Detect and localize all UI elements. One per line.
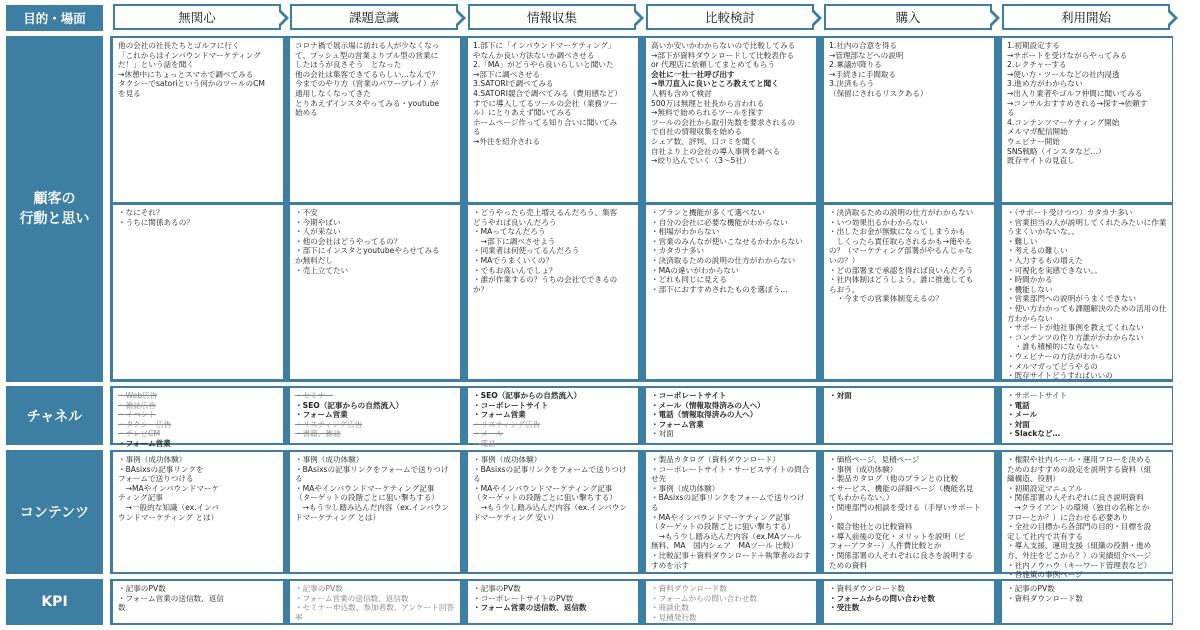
stage-arrow-icon <box>280 9 289 27</box>
contents-line: （ターゲットの段階ごとに狙い撃ちする） <box>295 493 439 503</box>
thoughts-line: ・売上立てたい <box>295 265 349 275</box>
channels-line: ・フォーム営業 <box>651 419 704 429</box>
contents-line: ・比較記事＋資料ダウンロード＋執筆者のおす <box>651 550 811 560</box>
thoughts-line: ・メルマガってどうやるの <box>1007 361 1098 371</box>
channels-line: ・リスティング広告 <box>473 419 541 429</box>
thoughts-cell <box>290 205 460 379</box>
contents-line: →一般的な知識（ex.インバ <box>118 502 219 512</box>
thoughts-line: ・相場がわからない <box>651 227 720 237</box>
thoughts-line: ・決済取るための説明の仕方がわからない <box>651 255 796 265</box>
actions-line: 他の会社は集客できてるらしい…なんで？ <box>295 69 440 79</box>
thoughts-line: いの？） <box>829 255 860 265</box>
channels-line: ・電話 <box>1007 400 1030 410</box>
thoughts-line: ・カタカナ多い <box>651 246 705 256</box>
kpis-line: ・資料ダウンロード数 <box>829 584 905 593</box>
actions-line: 自社より上の会社の導入事例を調べる <box>651 146 781 156</box>
kpis-cell <box>824 581 994 623</box>
thoughts-line: ・不安 <box>295 208 318 217</box>
contents-cell <box>468 452 638 572</box>
thoughts-line: ・なにそれ？ <box>118 208 164 217</box>
actions-line: →外注を紹介される <box>473 136 541 146</box>
channels-line: ・SEO（記事からの自然流入） <box>295 400 404 410</box>
thoughts-line: ・人が来ない <box>295 227 341 237</box>
contents-line: ・MAやインバウンドマーケティング記事 <box>651 512 791 522</box>
contents-line: る <box>473 474 481 484</box>
actions-line: 人柄も含めて検討 <box>651 88 712 98</box>
contents-line: ・MAやインバウンドマーケティング記事 <box>295 483 435 493</box>
thoughts-line: ・可視化を実感できない。。 <box>1007 265 1102 275</box>
channels-cell <box>468 388 638 448</box>
thoughts-line: ・MAってなんだろう <box>473 227 546 237</box>
row-label-channel <box>6 386 103 445</box>
kpis-line: ・フォームからの問い合わせ数 <box>651 593 757 603</box>
actions-line: →サポートを受けながらやってみる <box>1007 50 1128 60</box>
actions-line: 500万は無理と社長から言われる <box>651 98 765 108</box>
kpis-line: ・資料ダウンロード数 <box>1007 593 1083 603</box>
actions-cell <box>113 38 283 202</box>
row-label-purpose-text: 目的・場面 <box>23 11 86 26</box>
thoughts-cell <box>1002 205 1172 379</box>
actions-line: メルマガ配信開始 <box>1007 127 1068 137</box>
actions-line: （保留にされるリスクある） <box>829 88 928 98</box>
actions-line: →出入り業者やゴルフ仲間に聞いてみる <box>1007 88 1143 98</box>
contents-line: ・サービス、機能の詳細ページ（機能名見 <box>829 483 974 493</box>
actions-line: 今までのやり方（営業のパワープレイ）が <box>295 79 439 89</box>
contents-line: →クライアントの環境（独自の名称とか <box>1007 502 1150 512</box>
channels-line: ・フォーム営業 <box>295 410 348 420</box>
contents-line: ・BAsixsの記事リンクをフォームで送りつけ <box>473 464 627 474</box>
stage-header <box>1002 4 1170 30</box>
contents-line: ・MAやインバウンドマーケティング記事 <box>473 483 613 493</box>
channels-line: ・フォーム営業 <box>118 438 171 448</box>
actions-line: →手続きに手間取る <box>829 69 897 79</box>
row-label-content <box>6 450 103 574</box>
thoughts-line: ・（サポート受けつつ）カタカナ多い <box>1007 208 1133 217</box>
contents-cell <box>646 452 816 572</box>
actions-line: したほうが良さそう となった <box>295 60 402 70</box>
contents-cell <box>113 452 283 572</box>
kpis-line: ・見積発行数 <box>651 612 697 622</box>
actions-line: シェア数、評判、口コミを聞く <box>651 136 758 146</box>
row-label-behavior-line1: 顧客の <box>33 191 76 207</box>
contents-line: ためのおすすめの設定を説明する資料（組 <box>1007 464 1152 474</box>
thoughts-line: ・考えるの難しい <box>1007 246 1068 256</box>
contents-line: ・初期設定マニュアル <box>1007 483 1083 493</box>
row-label-kpi <box>6 579 103 625</box>
row-label-kpi-text: KPI <box>41 594 68 610</box>
channels-line: ・Slackなど… <box>1007 429 1061 439</box>
contents-line: ・BAsixsの記事リンクをフォームで送りつけ <box>295 464 449 474</box>
contents-line: フォームで送りつける <box>118 474 194 484</box>
channels-line: ・電話 <box>473 438 496 448</box>
thoughts-line: ・誰が作業するの？うちの会社でできるの <box>473 275 618 285</box>
contents-line: せ先 <box>651 474 667 484</box>
contents-line: すめを示す <box>651 560 689 570</box>
actions-line: →単刀直入に良いところ教えてと聞く <box>651 79 779 89</box>
kpis-cell <box>646 581 816 623</box>
contents-line: ・関係部署の人それぞれに良さを説明する <box>829 550 974 560</box>
stage-name: 購入 <box>895 10 921 25</box>
contents-line: ・事例（成功体験） <box>829 464 898 474</box>
thoughts-cell <box>646 205 816 379</box>
actions-line: or 代理店に依頼してまとめてもらう <box>651 60 776 70</box>
contents-line: ・各施策の事例ページ <box>1007 570 1083 580</box>
kpis-cell <box>290 581 460 623</box>
thoughts-line: ・部下にインスタとyoutubeやらせてみる <box>295 246 440 256</box>
actions-cell <box>290 38 460 202</box>
actions-line: 高いか安いかわからないので比較してみる <box>651 41 796 50</box>
contents-line: ・権限や社内ルール・運用フローを決める <box>1007 455 1152 464</box>
thoughts-line: ・コンテンツの作り方誰がかわからない <box>1007 332 1144 342</box>
channels-line: ・対面 <box>651 429 674 439</box>
thoughts-line: ・プランと機能が多くて選べない <box>651 208 765 217</box>
channels-line: ・電話（情報取得済みの人へ） <box>651 410 758 420</box>
contents-line: る <box>295 474 303 484</box>
thoughts-line: か無料だし <box>295 255 333 265</box>
contents-line: 定して社内で共有する <box>1007 531 1083 541</box>
kpis-line: ・セミナー申込数、参加者数、アンケート回答率 <box>295 603 455 622</box>
actions-line: 3.進め方がわからない <box>1007 79 1083 89</box>
actions-line: 4.SATORI競合で調べてみる（費用感など） <box>473 88 622 98</box>
kpis-line: ・フォームからの問い合わせ数 <box>829 593 935 603</box>
kpis-cell <box>468 581 638 623</box>
channels-line: ・フォーム営業 <box>473 410 526 420</box>
actions-line: を見る <box>118 88 141 98</box>
contents-line: ドマーケティング とは） <box>295 512 381 522</box>
thoughts-line: ・うちに関係あるの？ <box>118 217 194 227</box>
channels-line: ・セミナー <box>295 391 333 400</box>
actions-line: 2.レクチャーする <box>1007 60 1067 70</box>
thoughts-line: うまくいかないな。。 <box>1007 227 1080 237</box>
stage-arrow-icon <box>813 9 822 27</box>
kpis-line: ・記事のPV数 <box>473 584 521 593</box>
channels-line: ・SEO（記事からの自然流入） <box>473 391 582 400</box>
contents-line: ・社内ノウハウ（キーワード管理表など） <box>1007 560 1152 570</box>
contents-line: 無料、MA 国内シェア MAツール 比較） <box>651 541 799 551</box>
actions-line: 1.社内の合意を得る <box>829 41 897 50</box>
stage-arrow-icon <box>991 9 1000 27</box>
actions-line: 既存サイトの見直し <box>1007 156 1075 166</box>
contents-line: →もう少し踏み込んだ内容（ex.MAツール <box>651 531 802 541</box>
thoughts-line: ・どの部署まで承認を得れば良いんだろう <box>829 265 974 275</box>
channels-line: ・タクシー広告 <box>118 419 172 429</box>
thoughts-line: ・使い方わかっても課題解決のための活用の仕 <box>1007 303 1167 313</box>
actions-line: 2.「MA」がどうやら良いらしいと聞いた <box>473 60 614 70</box>
actions-cell <box>468 38 638 202</box>
stage-header <box>824 4 992 30</box>
thoughts-line: ・営業部門への説明がうまくできない <box>1007 294 1137 304</box>
actions-line: →無料で始められるツールを探す <box>651 108 764 118</box>
channels-line: ・サポートサイト <box>1007 391 1068 400</box>
contents-line: ・BAsixsの記事リンクをフォームで送りつける <box>651 493 805 512</box>
actions-line: →管理部などへの説明 <box>829 50 904 60</box>
contents-line: ・関係部署の人それぞれに良さ説明資料 <box>1007 493 1144 503</box>
actions-line: 「これからはインバウンドマーケティング <box>118 50 261 60</box>
contents-line: 織構造、役割） <box>1007 474 1061 484</box>
actions-line: 3.決済もらう <box>829 79 875 89</box>
stage-arrow-icon <box>635 9 644 27</box>
channels-cell <box>1002 388 1172 443</box>
kpis-line: ・記事のPV数 <box>118 584 166 593</box>
kpis-cell <box>113 581 283 623</box>
contents-line: ・事例（成功体験） <box>118 455 187 464</box>
contents-line: ・導入前後の変化・メリットを説明（ビ <box>829 531 966 541</box>
channels-line: ・対面 <box>1007 419 1030 429</box>
contents-line: ） <box>829 512 837 522</box>
kpis-line: ・記事のPV数 <box>1007 584 1055 593</box>
actions-cell <box>646 38 816 202</box>
contents-line: フォーアフター）人件費比較とか <box>829 541 942 551</box>
contents-line: てもわからない。） <box>829 493 894 503</box>
contents-cell <box>290 452 460 572</box>
actions-line: SNS戦略（インスタなど…） <box>1007 146 1106 156</box>
contents-line: ・導入支援、運用支援（組織の役割・進め <box>1007 541 1152 551</box>
actions-line: コロナ禍で展示場に訪れる人が少なくなっ <box>295 41 440 50</box>
contents-line: ウンドマーケティング とは） <box>118 512 219 522</box>
row-label-behavior-line2: 行動と思い <box>19 211 90 227</box>
contents-line: ・事例（成功体験） <box>295 455 364 464</box>
actions-line: 会社に一社一社呼び出す <box>651 69 735 79</box>
actions-line: →使い方・ツールなどの社内浸透 <box>1007 69 1120 79</box>
thoughts-line: ・難しい <box>1007 236 1038 246</box>
actions-line: ホームページ作ってる知り合いに聞いてみ <box>473 117 618 127</box>
thoughts-cell <box>113 205 283 379</box>
contents-cell <box>1002 452 1172 580</box>
stage-name: 比較検討 <box>704 10 755 25</box>
actions-line: →部下が資料ダウンロードして比較表作る <box>651 50 795 60</box>
thoughts-line: ・時間かかる <box>1007 275 1053 285</box>
channels-line: ・コーポレートサイト <box>651 391 727 400</box>
kpis-line: ・受注数 <box>829 603 860 613</box>
channels-line: ・Web広告 <box>118 391 158 400</box>
contents-line: （ターゲットの段階ごとに狙い撃ちする） <box>651 522 795 532</box>
contents-line: ・競合他社との比較資料 <box>829 522 913 532</box>
thoughts-line: ・機能しない <box>1007 284 1053 294</box>
actions-line: ル）にとりあえず聞いてみる <box>473 108 572 118</box>
stage-header <box>468 4 636 30</box>
actions-line: 2.稟議が降りる <box>829 60 882 70</box>
thoughts-line: ・既存サイトどうすればいいの <box>1007 371 1113 381</box>
thoughts-line: ・今までの営業体制変えるの？ <box>829 294 943 304</box>
thoughts-line: ・でもお高いんでしょ？ <box>473 265 557 275</box>
channels-line: ・メール <box>473 429 504 439</box>
channels-cell <box>824 388 994 443</box>
channels-line: ・書籍、雑誌 <box>295 429 341 439</box>
actions-line: すでに導入してるツールの会社（業務ツー <box>473 98 618 108</box>
thoughts-line: ・MAでうまくいくの？ <box>473 255 554 265</box>
thoughts-line: の？（マーケティング部署がやるんじゃな <box>829 246 973 256</box>
kpis-cell <box>1002 581 1172 623</box>
contents-line: ・全社の目標から各部門の目的・目標を設 <box>1007 522 1152 532</box>
channels-cell <box>113 388 283 448</box>
actions-cell <box>824 38 994 202</box>
actions-line: 1.初期設定する <box>1007 41 1060 50</box>
thoughts-line: ・他の会社はどうやってるの？ <box>295 236 402 246</box>
thoughts-line: ・いつ効果出るかわからない <box>829 217 928 227</box>
channels-line: ・メール（情報取得済みの人へ） <box>651 400 765 410</box>
kpis-line: ・商談化数 <box>651 603 689 613</box>
actions-line: だ！」という話を聞く <box>118 60 194 70</box>
channels-line: ・リスティング広告 <box>295 419 363 429</box>
thoughts-line: ・今期やばい <box>295 217 341 227</box>
actions-line: る <box>1007 108 1015 118</box>
actions-line: →コンサルおすすめされる→探す→依頼す <box>1007 98 1148 108</box>
thoughts-line: ・自分の会社に必要な機能がわからない <box>651 217 788 227</box>
contents-line: ための資料 <box>829 560 867 570</box>
thoughts-cell <box>468 205 638 379</box>
thoughts-line: ・決済取るための説明の仕方がわからない <box>829 208 974 217</box>
thoughts-line: ・どうやったら売上増えるんだろう、集客 <box>473 208 618 217</box>
actions-line: 通用しなくなってきた <box>295 88 371 98</box>
actions-line: →部下に調べさせる <box>473 69 541 79</box>
actions-line: 他の会社の社長たちとゴルフに行く <box>118 41 240 50</box>
stage-header <box>646 4 814 30</box>
row-label-channel-text: チャネル <box>26 408 83 425</box>
channels-cell <box>290 388 460 443</box>
thoughts-line: ・どれも同じに見える <box>651 275 727 285</box>
contents-line: ・関連部門の相談を受ける（手厚いサポート <box>829 502 981 512</box>
channels-line: ・テレビCM <box>118 429 161 439</box>
actions-line: ウェビナー開始 <box>1007 136 1060 146</box>
thoughts-line: ・ウェビナーの方法がわからない <box>1007 351 1121 361</box>
actions-line: で自社の情報収集を始める <box>651 127 743 137</box>
stage-name: 情報収集 <box>526 10 577 25</box>
thoughts-line: どうやれば良いんだろう <box>473 217 557 227</box>
thoughts-line: ・サポートが他社事例を教えてくれない <box>1007 323 1144 333</box>
contents-line: ・コーポレートサイト・サービスサイトの問合 <box>651 464 810 474</box>
contents-line: ドマーケティング 安い） <box>473 512 559 522</box>
contents-line: （ターゲットの段階ごとに狙い撃ちする） <box>473 493 617 503</box>
kpis-line: ・フォーム営業の送信数、返信 <box>118 593 224 603</box>
thoughts-line: ・誰も積極的にならない <box>1007 342 1099 352</box>
contents-line: ・製品カタログ（資料ダウンロード） <box>651 455 781 464</box>
contents-line: ・価格ページ、見積ページ <box>829 455 920 464</box>
row-label-behavior <box>6 36 103 382</box>
channels-line: ・雑誌広告 <box>118 400 156 410</box>
actions-line: 1.部下に「インバウンドマーケティング」 <box>473 41 616 50</box>
channels-cell <box>646 388 816 443</box>
kpis-line: 数 <box>118 603 126 613</box>
actions-line: 4.コンテンツマーケティング開始 <box>1007 117 1120 127</box>
channels-line: ・コーポレートサイト <box>473 400 549 410</box>
thoughts-line: ・出したお金が無駄になってしまうかも <box>829 227 966 237</box>
contents-line: ・事例（成功体験） <box>651 483 720 493</box>
thoughts-line: 方わからない <box>1007 313 1053 323</box>
thoughts-line: →部下に調べさせよう <box>473 236 556 246</box>
thoughts-line: か？ <box>473 284 489 294</box>
thoughts-line: らおう。 <box>829 284 860 294</box>
actions-line: 3.SATORIで調べてみる <box>473 79 554 89</box>
actions-line: やなんか良い方法ないか調べさせる <box>473 50 595 60</box>
kpis-line: ・コーポレートサイトのPV数 <box>473 593 574 603</box>
kpis-line: ・フォーム営業の送信数、返信数 <box>295 593 409 603</box>
stage-name: 無関心 <box>178 10 216 25</box>
contents-cell <box>824 452 994 572</box>
stage-arrow-icon <box>1169 9 1178 27</box>
row-label-purpose <box>6 5 103 31</box>
contents-line: ティング記事 <box>118 493 163 503</box>
contents-line: ・事例（成功体験） <box>473 455 542 464</box>
thoughts-line: ・同業者は何使ってるんだろう <box>473 246 580 256</box>
contents-line: →もう少し踏み込んだ内容（ex.インバウン <box>295 502 449 512</box>
contents-line: ・製品カタログ（他のプランとの比較 <box>829 474 959 484</box>
kpis-line: ・資料ダウンロード数 <box>651 584 727 593</box>
actions-line: ツールの会社から取引先数を要求されるの <box>651 117 796 127</box>
actions-line: て、プッシュ型の営業よりプル型の営業に <box>295 50 439 60</box>
actions-line: とりあえずインスタやってみる・youtube <box>295 98 440 108</box>
stage-name: 利用開始 <box>1060 10 1111 25</box>
thoughts-line: ・社内体制はどうしよう。誰に推進しても <box>829 275 974 285</box>
thoughts-line: ・入力するもの増えた <box>1007 255 1083 265</box>
thoughts-line: しくったら責任取らされるかも→俺やる <box>829 236 972 246</box>
kpis-line: ・記事のPV数 <box>295 584 343 593</box>
contents-line: 方、外注をどこから？）の実績紹介ページ <box>1007 550 1152 560</box>
contents-line: フローとか？）に合わせる必要あり <box>1007 512 1129 522</box>
kpis-line: ・フォーム営業の送信数、返信数 <box>473 603 587 613</box>
actions-line: タクシーでsatoriという何かのツールのCM <box>118 79 265 89</box>
row-label-content-text: コンテンツ <box>19 505 90 521</box>
channels-line: ・メール <box>1007 410 1038 420</box>
actions-cell <box>1002 38 1172 202</box>
thoughts-line: ・営業担当の人が説明してくれたみたいに作業 <box>1007 217 1167 227</box>
contents-line: →もう少し踏み込んだ内容（ex.インバウン <box>473 502 627 512</box>
stage-header <box>113 4 281 30</box>
thoughts-line: ・部下におすすめされたものを選ぼう… <box>651 284 788 294</box>
channels-line: ・イベント <box>118 410 156 420</box>
stage-arrow-icon <box>457 9 466 27</box>
stage-header <box>290 4 458 30</box>
actions-line: →絞り込んでいく（3〜5社） <box>651 156 751 166</box>
contents-line: →MAやインバウンドマーケ <box>118 483 220 493</box>
stage-name: 課題意識 <box>348 10 399 25</box>
actions-line: 始める <box>295 108 318 118</box>
thoughts-cell <box>824 205 994 379</box>
actions-line: る <box>473 127 481 137</box>
channels-line: ・対面 <box>829 391 852 400</box>
actions-line: →休憩中にちょっとスマホで調べてみる <box>118 69 254 79</box>
contents-line: ・BAsixsの記事リンクを <box>118 464 204 474</box>
thoughts-line: ・MAの違いがわからない <box>651 265 739 275</box>
thoughts-line: ・営業のみんなが使いこなせるかわからない <box>651 236 803 246</box>
